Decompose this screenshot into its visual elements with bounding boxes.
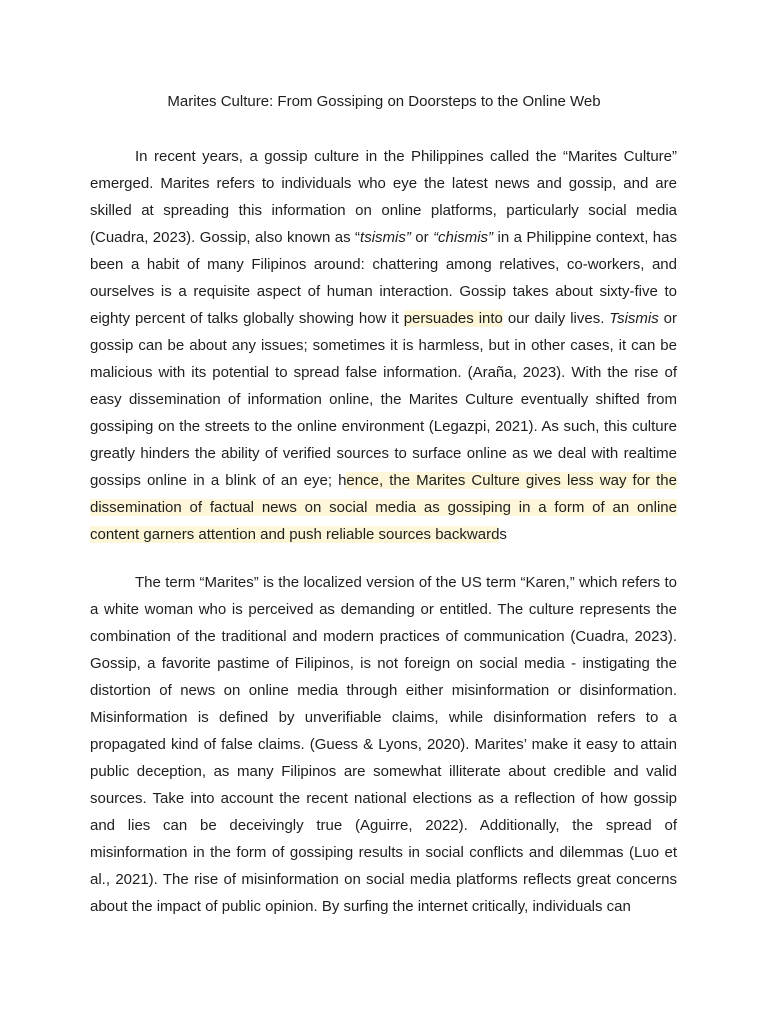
highlight-thesis-statement: ence, the Marites Culture gives less way for the dissemination of factual news on social media as gossiping in a form of an online content garners attention and push reliable sources backward <box>90 472 677 543</box>
paragraph-1-text-f: s <box>499 526 507 543</box>
paragraph-2: The term “Marites” is the localized version of the US term “Karen,” which refers to a white woman who is perceived as demanding or entitled. The culture represents the combination of the traditional and modern practices of communication (Cuadra, 2023). Gossip, a favorite pastime of Filipinos, is not foreign on social media - instigating the distortion of news on online media through either misinformation or disinformation. Misinformation is defined by unverifiable claims, while disinformation refers to a propagated kind of false claims. (Guess & Lyons, 2020). Marites’ make it easy to attain public deception, as many Filipinos are somewhat illiterate about credible and valid sources. Take into account the recent national elections as a reflection of how gossip and lies can be deceivingly true (Aguirre, 2022). Additionally, the spread of misinformation in the form of gossiping results in social conflicts and dilemmas (Luo et al., 2021). The rise of misinformation on social media platforms reflects great concerns about the impact of public opinion. By surfing the internet critically, individuals can <box>90 574 677 915</box>
paragraph-1-text-e: or gossip can be about any issues; sometimes it is harmless, but in other cases, it can be malicious with its potential to spread false information. (Araña, 2023). With the rise of easy dissemination of information online, the Marites Culture eventually shifted from gossiping on the streets to the online environment (Legazpi, 2021). As such, this culture greatly hinders the ability of verified sources to surface online as we deal with realtime gossips online in a blink of an eye; h <box>90 310 678 489</box>
paragraph-1 <box>90 143 677 548</box>
term-tsismis: tsismis” <box>360 229 411 246</box>
paragraph-1-text-a: In recent years, a gossip culture in the Philippines called the “Marites Culture” emerged. Marites refers to individuals who eye the latest news and gossip, and are skilled at spreading this information on online platforms, particularly social media (Cuadra, 2023). Gossip, also known as “ <box>90 148 677 246</box>
document-title: Marites Culture: From Gossiping on Doorsteps to the Online Web <box>167 93 601 110</box>
term-tsismis-2: Tsismis <box>609 310 659 327</box>
paragraph-1-text-b: or <box>410 229 434 246</box>
paragraph-1-text-c: in a Philippine context, has been a habit of many Filipinos around: chattering among relatives, co-workers, and ourselves is a requisite aspect of human interaction. Gossip takes about sixty-five to eighty percent of talks globally showing how it <box>90 229 677 327</box>
term-chismis: “chismis” <box>433 229 494 246</box>
paragraph-1-text-d: our daily lives. <box>502 310 610 327</box>
highlight-persuades-into: persuades into <box>403 310 503 327</box>
